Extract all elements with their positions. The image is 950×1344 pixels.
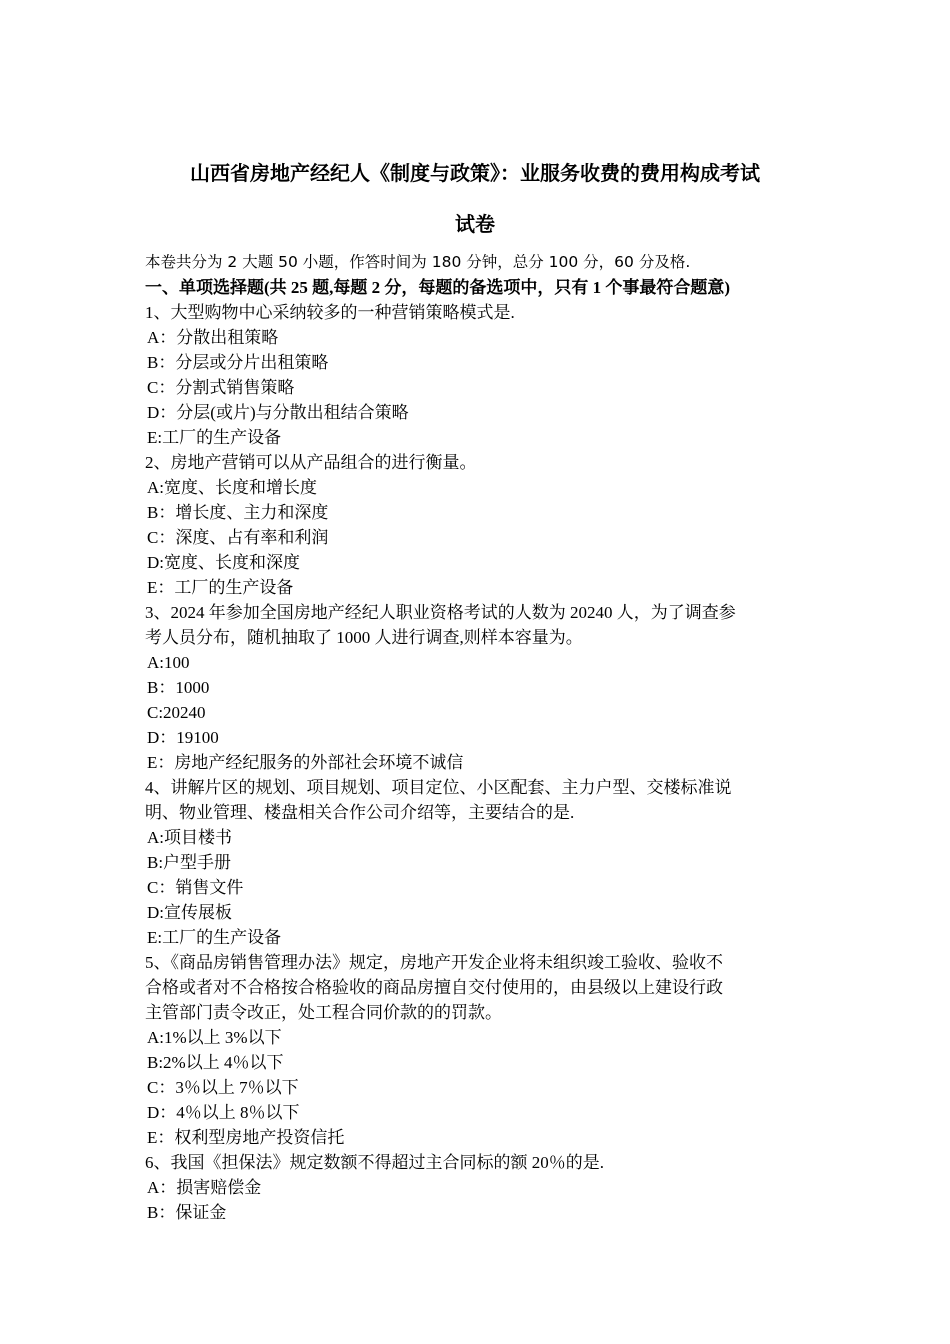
answer-option: B：保证金 bbox=[147, 1203, 227, 1222]
question-text: 6、我国《担保法》规定数额不得超过主合同标的额 20％的是. bbox=[145, 1153, 604, 1172]
answer-option: D：分层(或片)与分散出租结合策略 bbox=[147, 403, 409, 422]
answer-option: B:2%以上 4％以下 bbox=[147, 1053, 284, 1072]
answer-option: D：19100 bbox=[147, 728, 219, 747]
answer-option: A：损害赔偿金 bbox=[147, 1178, 262, 1197]
section-heading: 一、单项选择题(共 25 题,每题 2 分，每题的备选项中，只有 1 个事最符合题意) bbox=[145, 278, 731, 297]
question-list bbox=[145, 300, 810, 1225]
question-text: 考人员分布，随机抽取了 1000 人进行调查,则样本容量为。 bbox=[145, 628, 583, 647]
answer-option: A:1%以上 3%以下 bbox=[147, 1028, 282, 1047]
answer-option: E：权利型房地产投资信托 bbox=[147, 1128, 345, 1147]
answer-option: C：3％以上 7％以下 bbox=[147, 1078, 299, 1097]
answer-option: E:工厂的生产设备 bbox=[147, 428, 282, 447]
question-text: 5、《商品房销售管理办法》规定，房地产开发企业将未组织竣工验收、验收不 bbox=[145, 953, 723, 972]
title-line-2: 试卷 bbox=[455, 212, 495, 236]
question-text: 3、2024 年参加全国房地产经纪人职业资格考试的人数为 20240 人，为了调查参 bbox=[145, 603, 736, 622]
question-text: 明、物业管理、楼盘相关合作公司介绍等，主要结合的是. bbox=[145, 803, 575, 822]
answer-option: C：分割式销售策略 bbox=[147, 378, 295, 397]
answer-option: D：4％以上 8％以下 bbox=[147, 1103, 300, 1122]
question-text: 1、大型购物中心采纳较多的一种营销策略模式是. bbox=[145, 303, 515, 322]
document-body bbox=[145, 250, 810, 1225]
answer-option: E：房地产经纪服务的外部社会环境不诚信 bbox=[147, 753, 464, 772]
document-title bbox=[140, 148, 810, 250]
answer-option: E：工厂的生产设备 bbox=[147, 578, 294, 597]
answer-option: C:20240 bbox=[147, 703, 206, 722]
answer-option: A:宽度、长度和增长度 bbox=[147, 478, 317, 497]
answer-option: C：深度、占有率和利润 bbox=[147, 528, 329, 547]
answer-option: B:户型手册 bbox=[147, 853, 232, 872]
title-line-1: 山西省房地产经纪人《制度与政策》：业服务收费的费用构成考试 bbox=[190, 161, 760, 185]
answer-option: A:项目楼书 bbox=[147, 828, 232, 847]
answer-option: A：分散出租策略 bbox=[147, 328, 279, 347]
answer-option: B：分层或分片出租策略 bbox=[147, 353, 329, 372]
exam-intro: 本卷共分为 2 大题 50 小题，作答时间为 180 分钟，总分 100 分，60 分及格. bbox=[145, 253, 691, 271]
answer-option: B：增长度、主力和深度 bbox=[147, 503, 329, 522]
question-text: 4、讲解片区的规划、项目规划、项目定位、小区配套、主力户型、交楼标准说 bbox=[145, 778, 732, 797]
question-text: 主管部门责令改正，处工程合同价款的的罚款。 bbox=[145, 1003, 502, 1022]
answer-option: C：销售文件 bbox=[147, 878, 244, 897]
question-text: 合格或者对不合格按合格验收的商品房擅自交付使用的，由县级以上建设行政 bbox=[145, 978, 723, 997]
answer-option: E:工厂的生产设备 bbox=[147, 928, 282, 947]
answer-option: A:100 bbox=[147, 653, 190, 672]
answer-option: D:宣传展板 bbox=[147, 903, 232, 922]
question-text: 2、房地产营销可以从产品组合的进行衡量。 bbox=[145, 453, 477, 472]
answer-option: D:宽度、长度和深度 bbox=[147, 553, 300, 572]
answer-option: B：1000 bbox=[147, 678, 210, 697]
